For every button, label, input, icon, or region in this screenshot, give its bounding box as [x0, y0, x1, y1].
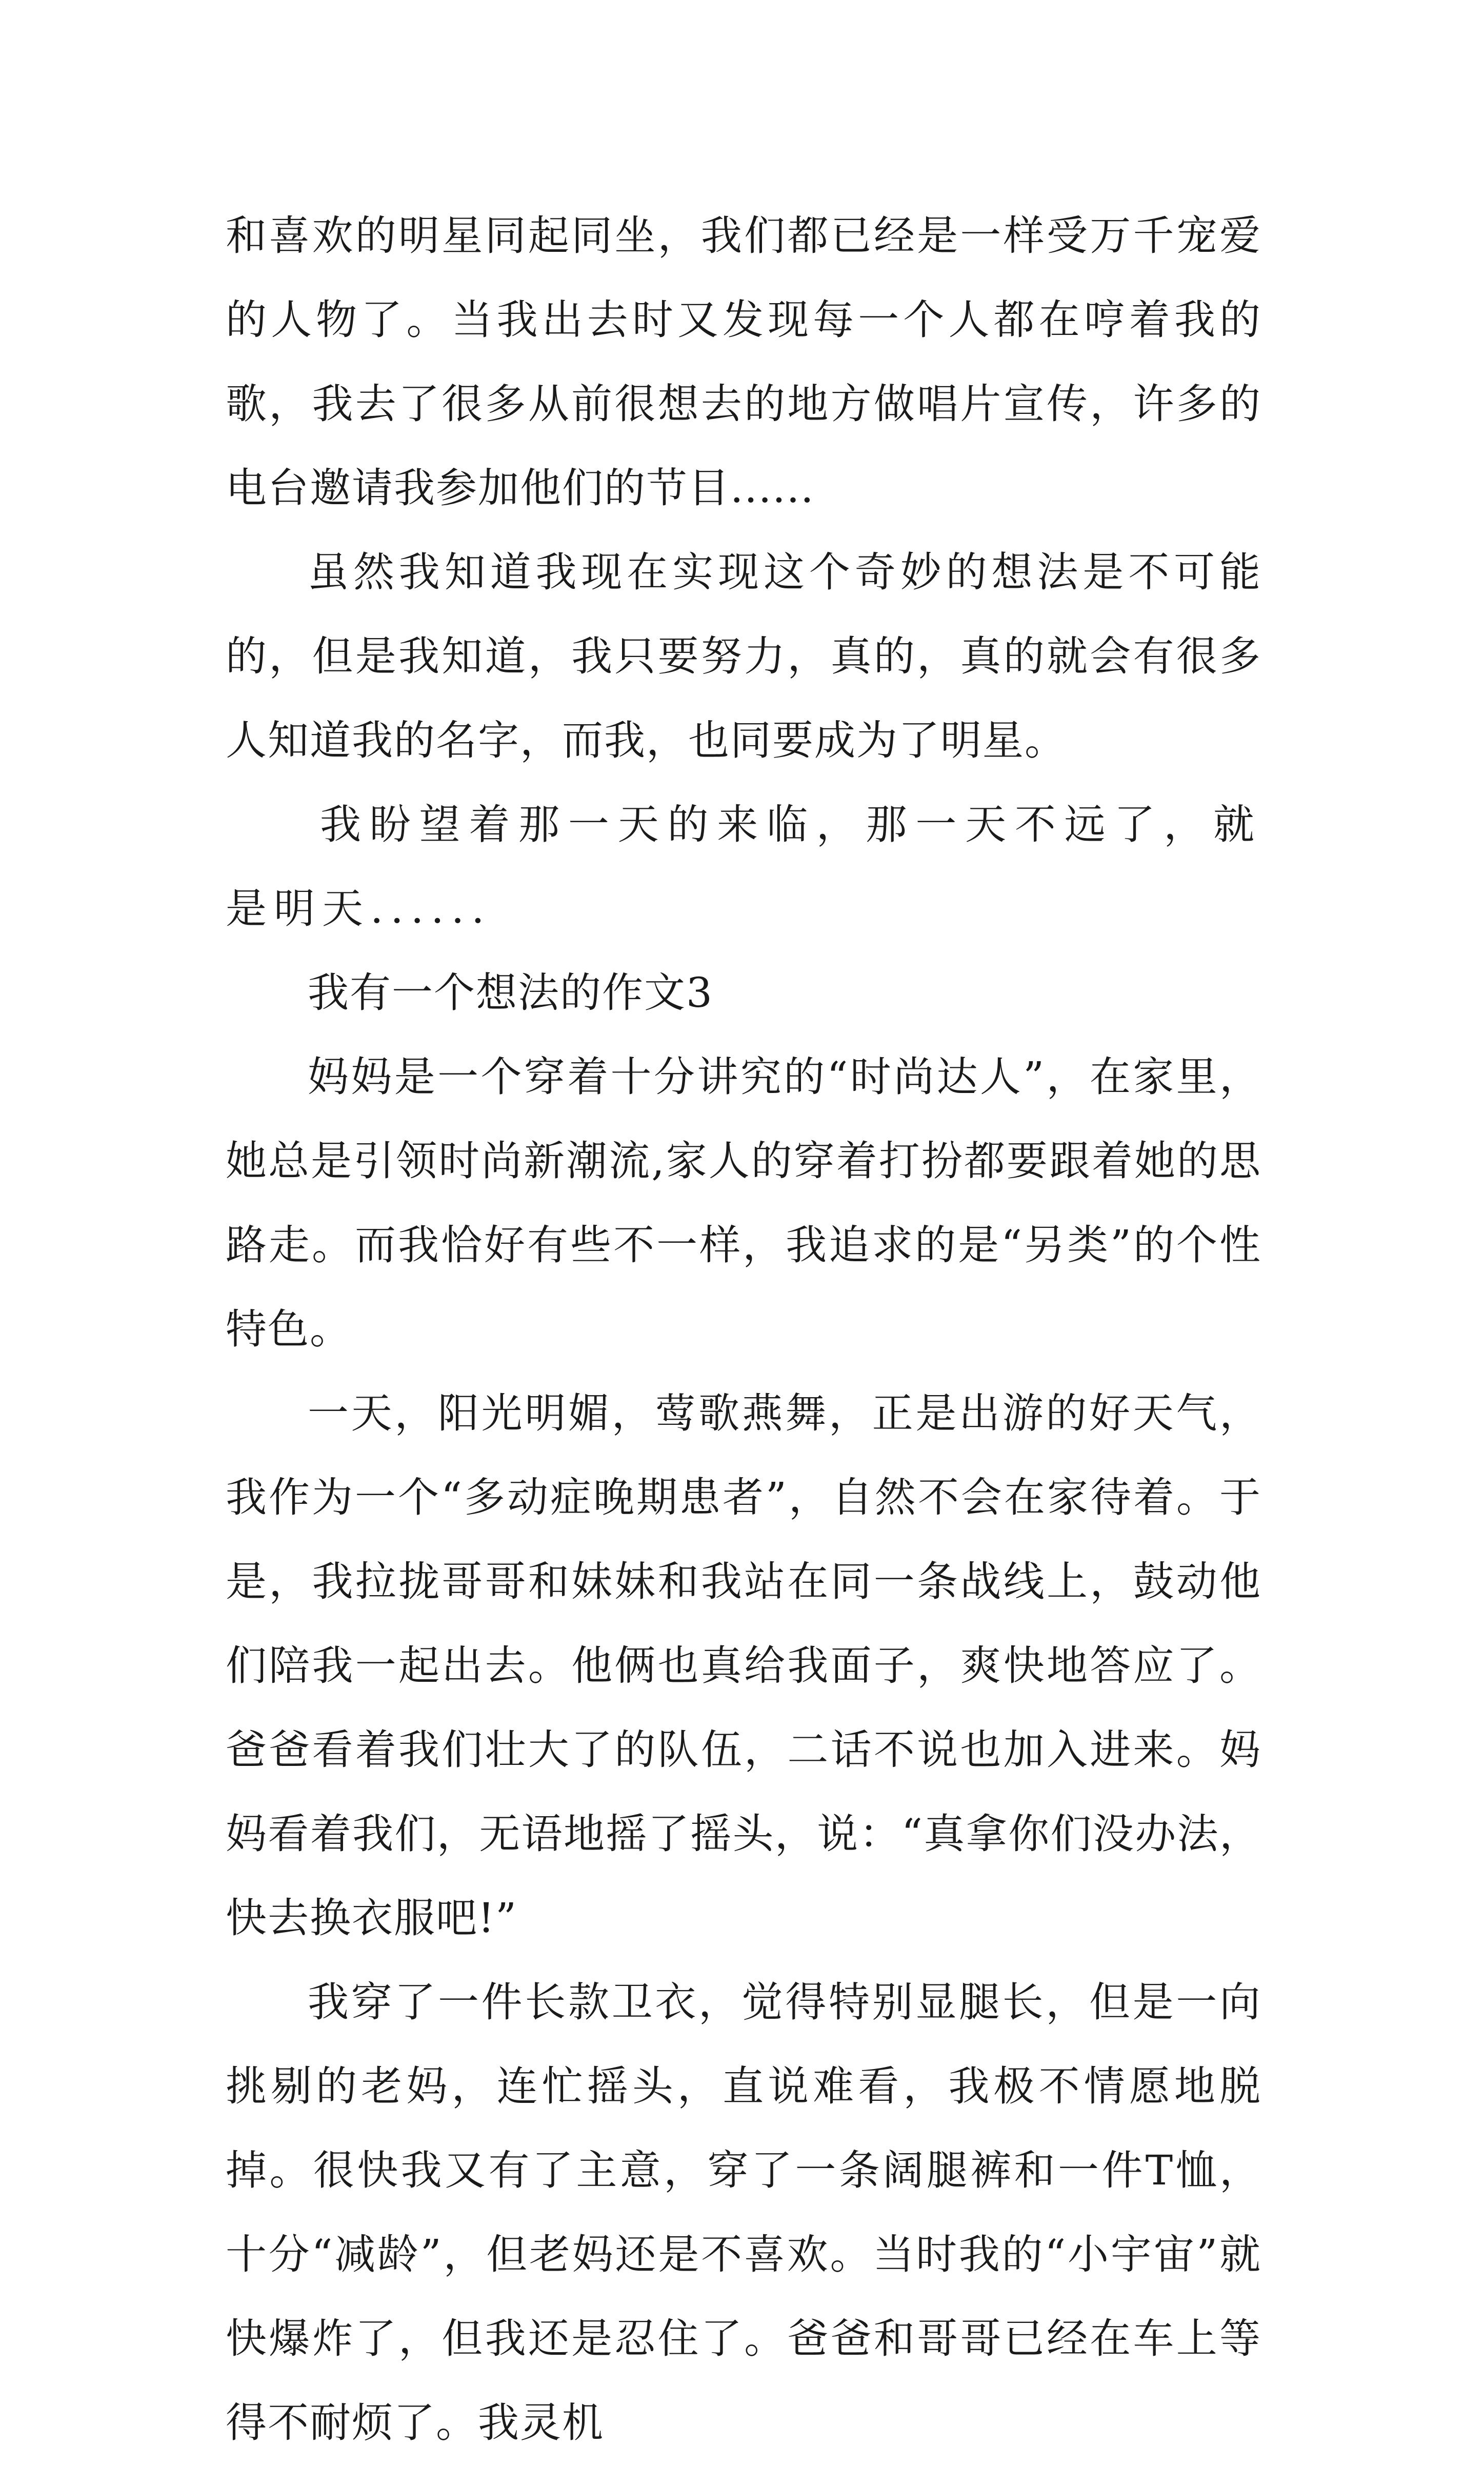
paragraph-3: 我盼望着那一天的来临，那一天不远了，就是明天......: [226, 801, 1261, 932]
essay-body: [226, 194, 1261, 2465]
paragraph-6: 我穿了一件长款卫衣，觉得特别显腿长，但是一向挑剔的老妈，连忙摇头，直说难看，我极不情愿地脱掉。很快我又有了主意，穿了一条阔腿裤和一件T恤，十分“减龄”，但老妈还是不喜欢。当时我的“小宇宙”就快爆炸了，但我还是忍住了。爸爸和哥哥已经在车上等得不耐烦了。我灵机: [226, 1978, 1261, 2447]
paragraph-2: 虽然我知道我现在实现这个奇妙的想法是不可能的，但是我知道，我只要努力，真的，真的就会有很多人知道我的名字，而我，也同要成为了明星。: [226, 548, 1261, 764]
essay-heading: 我有一个想法的作文3: [308, 969, 713, 1017]
paragraph-1: 和喜欢的明星同起同坐，我们都已经是一样受万千宠爱的人物了。当我出去时又发现每一个人都在哼着我的歌，我去了很多从前很想去的地方做唱片宣传，许多的电台邀请我参加他们的节目......: [226, 212, 1261, 512]
paragraph-5: 一天，阳光明媚，莺歌燕舞，正是出游的好天气，我作为一个“多动症晚期患者”，自然不会在家待着。于是，我拉拢哥哥和妹妹和我站在同一条战线上，鼓动他们陪我一起出去。他俩也真给我面子，爽快地答应了。爸爸看着我们壮大了的队伍，二话不说也加入进来。妈妈看着我们，无语地摇了摇头，说：“真拿你们没办法，快去换衣服吧!”: [226, 1389, 1261, 1942]
paragraph-4: 妈妈是一个穿着十分讲究的“时尚达人”，在家里，她总是引领时尚新潮流,家人的穿着打扮都要跟着她的思路走。而我恰好有些不一样，我追求的是“另类”的个性特色。: [226, 1053, 1261, 1353]
